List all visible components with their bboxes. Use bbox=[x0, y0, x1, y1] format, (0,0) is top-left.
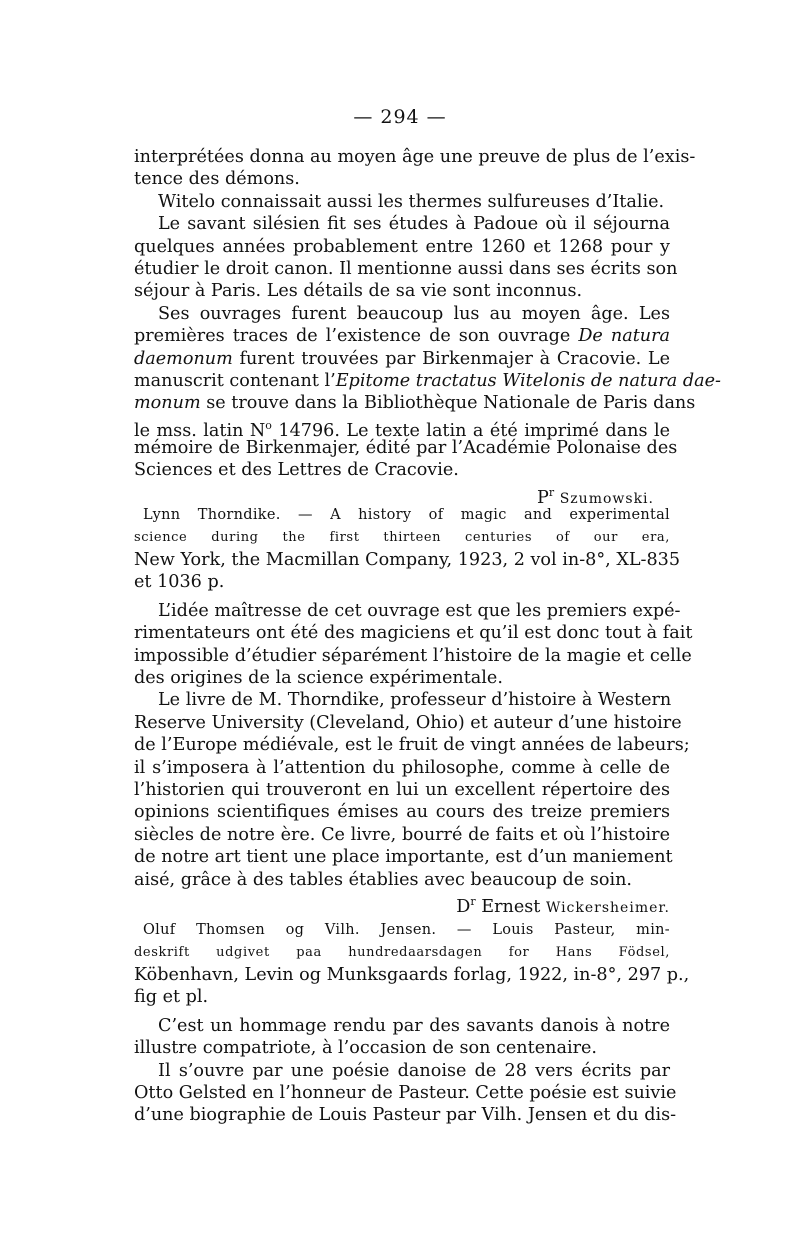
review-heading: Lynn Thorndike. — A history of magic and experimental bbox=[143, 507, 670, 524]
page-number: — 294 — bbox=[353, 106, 447, 128]
signature-surname: Wickersheimer. bbox=[545, 899, 670, 916]
signature bbox=[134, 891, 670, 917]
signature-prefix: D bbox=[456, 896, 471, 917]
text-segment: premières traces de l’existence de son ouvrage bbox=[134, 326, 571, 347]
text-line: l’historien qui trouveront en lui un excellent répertoire des bbox=[134, 779, 670, 800]
italic-title: daemonum bbox=[134, 348, 233, 369]
text-segment: se trouve dans la Bibliothèque Nationale de Paris dans bbox=[206, 393, 696, 414]
superscript: o bbox=[265, 418, 272, 432]
citation: New York, the Macmillan Company, 1923, 2 vol in-8°, XL-835 bbox=[134, 550, 681, 571]
text-line: il s’imposera à l’attention du philosophe, comme à celle de bbox=[134, 757, 670, 778]
text-line: aisé, grâce à des tables établies avec beaucoup de soin. bbox=[134, 869, 632, 890]
text-line: tence des démons. bbox=[134, 169, 300, 190]
signature bbox=[134, 482, 670, 508]
citation: Köbenhavn, Levin og Munksgaards forlag, 1922, in-8°, 297 p., bbox=[134, 965, 690, 986]
text-segment: le mss. latin N bbox=[134, 420, 266, 441]
text-line bbox=[134, 392, 696, 414]
signature-name: Ernest bbox=[481, 896, 541, 917]
superscript: r bbox=[548, 485, 555, 499]
review-heading: Oluf Thomsen og Vilh. Jensen. — Louis Pasteur, min- bbox=[143, 922, 670, 939]
text-line: des origines de la science expérimentale. bbox=[134, 667, 503, 688]
signature-name: Szumowski. bbox=[559, 490, 654, 507]
text-line bbox=[134, 325, 670, 347]
text-line: mémoire de Birkenmajer, édité par l’Académie Polonaise des bbox=[134, 438, 678, 459]
text-line: d’une biographie de Louis Pasteur par Vilh. Jensen et du dis- bbox=[134, 1105, 677, 1126]
text-line: opinions scientifiques émises au cours des treize premiers bbox=[134, 802, 670, 823]
signature-prefix: P bbox=[537, 487, 549, 508]
italic-title: monum bbox=[134, 393, 201, 414]
text-line: interprétées donna au moyen âge une preuve de plus de l’exis- bbox=[134, 147, 696, 167]
paragraph-start: Il s’ouvre par une poésie danoise de 28 vers écrits par bbox=[158, 1060, 670, 1081]
citation: fig et pl. bbox=[134, 987, 209, 1008]
text-line bbox=[134, 348, 670, 370]
paragraph-start: Ses ouvrages furent beaucoup lus au moyen âge. Les bbox=[158, 303, 670, 324]
paragraph-start: Le livre de M. Thorndike, professeur d’histoire à Western bbox=[158, 690, 672, 711]
italic-title: De natura bbox=[578, 326, 671, 347]
text-line: de notre art tient une place importante, est d’un maniement bbox=[134, 847, 673, 868]
text-line: étudier le droit canon. Il mentionne aussi dans ses écrits son bbox=[134, 258, 678, 279]
review-heading: deskrift udgivet paa hundredaarsdagen for Hans Födsel, bbox=[134, 944, 670, 960]
review-heading: science during the first thirteen centuries of our era, bbox=[134, 529, 670, 545]
text-segment: 14796. Le texte latin a été imprimé dans le bbox=[278, 420, 670, 441]
paragraph-start: L’idée maîtresse de cet ouvrage est que les premiers expé- bbox=[158, 600, 681, 621]
paragraph-start: C’est un hommage rendu par des savants danois à notre bbox=[158, 1015, 670, 1036]
body-text bbox=[134, 146, 721, 1127]
text-line: Sciences et des Lettres de Cracovie. bbox=[134, 460, 459, 481]
text-segment: furent trouvées par Birkenmajer à Cracovie. Le bbox=[239, 348, 671, 369]
text-line: Otto Gelsted en l’honneur de Pasteur. Cette poésie est suivie bbox=[134, 1083, 677, 1104]
text-line: quelques années probablement entre 1260 et 1268 pour y bbox=[134, 236, 670, 257]
text-line: impossible d’étudier séparément l’histoire de la magie et celle bbox=[134, 645, 692, 666]
text-line bbox=[134, 415, 670, 441]
paragraph-start: Le savant silésien fit ses études à Padoue où il séjourna bbox=[158, 214, 670, 235]
citation: et 1036 p. bbox=[134, 572, 225, 593]
text-line: rimentateurs ont été des magiciens et qu’il est donc tout à fait bbox=[134, 623, 693, 644]
paragraph-start: Witelo connaissait aussi les thermes sulfureuses d’Italie. bbox=[158, 191, 665, 212]
text-line bbox=[134, 370, 721, 392]
text-line: Reserve University (Cleveland, Ohio) et auteur d’une histoire bbox=[134, 712, 682, 733]
text-line: siècles de notre ère. Ce livre, bourré de faits et où l’histoire bbox=[134, 824, 670, 845]
text-line: de l’Europe médiévale, est le fruit de vingt années de labeurs; bbox=[134, 735, 690, 756]
superscript: r bbox=[470, 894, 476, 908]
text-line: illustre compatriote, à l’occasion de son centenaire. bbox=[134, 1038, 597, 1059]
italic-title: Epitome tractatus Witelonis de natura dae- bbox=[335, 370, 721, 391]
text-segment: manuscrit contenant l’ bbox=[134, 370, 336, 391]
text-line: séjour à Paris. Les détails de sa vie sont inconnus. bbox=[134, 281, 583, 302]
